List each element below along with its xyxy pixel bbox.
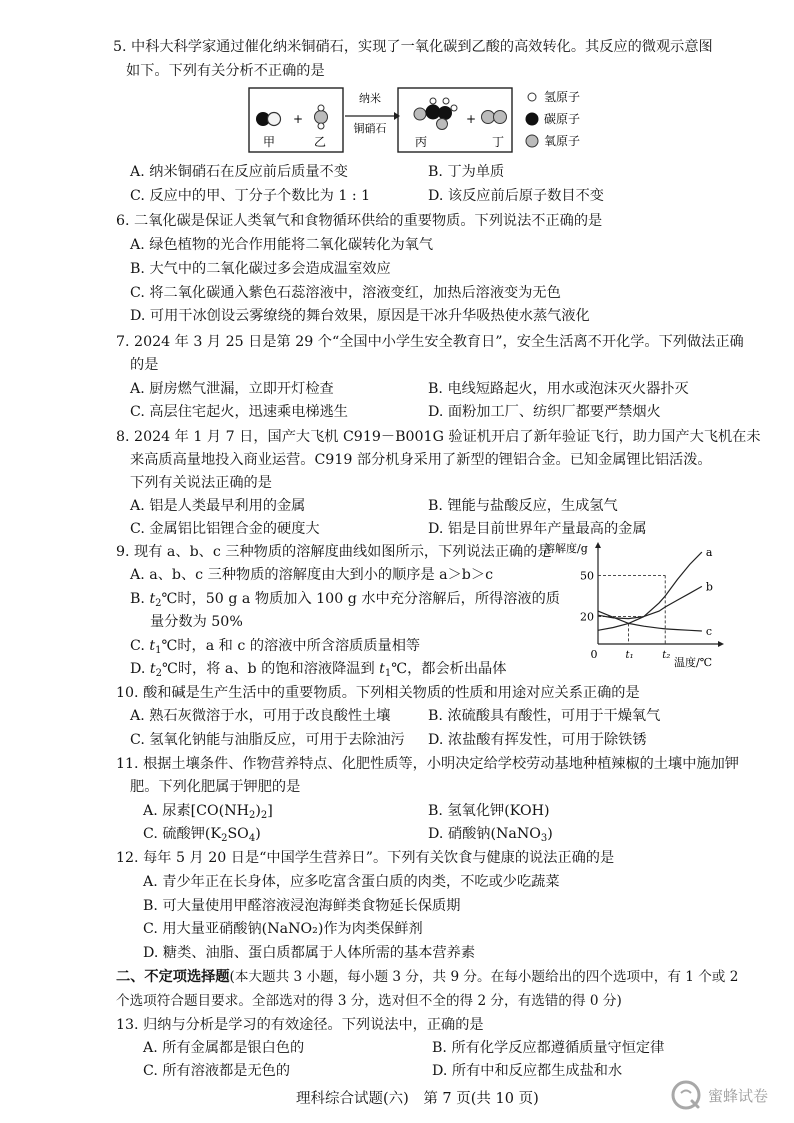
q8-option-a: A. 铝是人类最早利用的金属 [130,498,306,514]
q12-option-a: A. 青少年正在长身体，应多吃富含蛋白质的肉类，不吃或少吃蔬菜 [143,874,560,890]
q8-option-d: D. 铝是目前世界年产量最高的金属 [428,521,647,537]
q5-option-b: B. 丁为单质 [428,164,505,180]
section2-heading [116,968,738,986]
carbon-atom-icon [526,113,539,126]
x-axis-arrow [718,641,724,647]
y-axis-label: 溶解度/g [544,542,588,555]
q13-option-c: C. 所有溶液都是无色的 [143,1063,291,1079]
hydrogen-atom-icon [528,93,536,101]
q10-option-a: A. 熟石灰微溶于水，可用于改良酸性土壤 [130,708,391,724]
curve-label-a: a [705,546,713,560]
q11-option-b: B. 氢氧化钾(KOH) [428,803,550,819]
q7-stem-line2: 的是 [130,357,159,373]
q9-option-c: C. $t_1℃$时，a 和 c 的溶液中所含溶质质量相等 [130,638,421,656]
x-tick-label: t₂ [662,650,671,661]
q12-option-b: B. 可大量使用甲醛溶液浸泡海鲜类食物延长保质期 [143,898,461,914]
q11-option-a: A. 尿素$[CO(NH_2)_2]$ [143,803,273,821]
q5-stem-line2: 如下。下列有关分析不正确的是 [126,63,325,79]
q7-option-a: A. 厨房燃气泄漏，立即开灯检查 [130,381,334,397]
q12-stem: 12. 每年 5 月 20 日是“中国学生营养日”。下列有关饮食与健康的说法正确的是 [116,850,615,866]
section2-note-1: (本大题共 3 小题，每小题 3 分，共 9 分。在每小题给出的四个选项中，有 1 个或 2 [229,969,739,985]
y-axis-arrow [595,542,601,548]
q8-stem-line1: 8. 2024 年 1 月 7 日，国产大飞机 C919－B001G 验证机开启了新年验证飞行，助力国产大飞机在未 [116,429,761,445]
y-tick-label: 50 [580,569,594,583]
curve-a [598,552,702,630]
molecule-ding-icon [482,111,507,124]
bee-logo-icon [670,1079,702,1111]
label-yi: 乙 [314,135,327,149]
q7-option-c: C. 高层住宅起火，迅速乘电梯逃生 [130,404,348,420]
q7-option-b: B. 电线短路起火，用水或泡沫灭火器扑灭 [428,381,689,397]
molecule-jia-icon [256,112,281,126]
q8-stem-line3: 下列有关说法正确的是 [130,475,272,491]
q11-option-c: C. 硫酸钾$(K_2SO_4)$ [143,826,261,844]
page-footer: 理科综合试题(六) 第 7 页(共 10 页) [296,1091,539,1107]
x-tick-label: t₁ [625,650,634,661]
legend-hydrogen: 氢原子 [544,90,581,104]
solubility-chart [540,540,726,672]
x-axis-label: 温度/℃ [674,656,713,669]
reaction-diagram [248,86,620,156]
q5-stem-line1: 5. 中科大科学家通过催化纳米铜硝石，实现了一氧化碳到乙酸的高效转化。其反应的微观示意图 [113,39,713,55]
watermark [670,1078,768,1112]
curve-b [598,586,702,618]
q13-stem: 13. 归纳与分析是学习的有效途径。下列说法中，正确的是 [116,1017,484,1033]
molecule-yi-icon [315,105,328,129]
q12-option-c: C. 用大量亚硝酸钠(NaNO₂)作为肉类保鲜剂 [143,921,423,937]
catalyst-label-1: 纳米 [359,92,381,105]
q10-option-c: C. 氢氧化钠能与油脂反应，可用于去除油污 [130,732,405,748]
q10-stem: 10. 酸和碱是生产生活中的重要物质。下列相关物质的性质和用途对应关系正确的是 [116,685,640,701]
q11-stem-line1: 11. 根据土壤条件、作物营养特点、化肥性质等，小明决定给学校劳动基地种植辣椒的土壤中施加钾 [116,756,739,772]
q9-stem: 9. 现有 a、b、c 三种物质的溶解度曲线如图所示，下列说法正确的是 [116,544,552,560]
label-bing: 丙 [415,135,428,149]
q7-stem-line1: 7. 2024 年 3 月 25 日是第 29 个“全国中小学生安全教育日”，安全生活离不开化学。下列做法正确 [116,334,744,350]
q9-option-b-line2: 量分数为 50% [150,614,243,630]
molecule-bing-icon [414,98,457,130]
q10-option-b: B. 浓硫酸具有酸性，可用于干燥氧气 [428,708,661,724]
section2-title: 二、不定项选择题 [116,969,230,985]
label-ding: 丁 [492,135,505,149]
curve-label-c: c [705,624,713,638]
q11-option-d: D. 硝酸钠(NaNO$_3$) [428,826,553,844]
q5-option-d: D. 该反应前后原子数目不变 [428,188,604,204]
oxygen-atom-icon [526,135,538,147]
q13-option-a: A. 所有金属都是银白色的 [143,1040,305,1056]
legend-oxygen: 氧原子 [544,134,581,148]
q6-stem: 6. 二氧化碳是保证人类氧气和食物循环供给的重要物质。下列说法不正确的是 [116,213,603,229]
q9-option-a: A. a、b、c 三种物质的溶解度由大到小的顺序是 a＞b＞c [130,567,494,583]
q5-option-c: C. 反应中的甲、丁分子个数比为 1 : 1 [130,188,371,204]
q6-option-a: A. 绿色植物的光合作用能将二氧化碳转化为氧气 [130,237,434,253]
q10-option-d: D. 浓盐酸有挥发性，可用于除铁锈 [428,732,647,748]
q9-option-b: B. $t_2℃$时，50 g a 物质加入 100 g 水中充分溶解后，所得溶液的质 [130,591,560,609]
svg-text:+: + [293,112,304,126]
q13-option-b: B. 所有化学反应都遵循质量守恒定律 [432,1040,665,1056]
q6-option-d: D. 可用干冰创设云雾缭绕的舞台效果，原因是干冰升华吸热使水蒸气液化 [130,308,590,324]
watermark-text: 蜜蜂试卷 [708,1086,769,1105]
svg-text:+: + [466,112,477,126]
q9-option-d: D. $t_2℃$时，将 a、b 的饱和溶液降温到 $t_1℃$，都会析出晶体 [130,661,507,679]
q5-option-a: A. 纳米铜硝石在反应前后质量不变 [130,164,348,180]
q6-option-b: B. 大气中的二氧化碳过多会造成温室效应 [130,261,391,277]
curve-label-b: b [705,580,713,594]
q7-option-d: D. 面粉加工厂、纺织厂都要严禁烟火 [428,404,661,420]
label-jia: 甲 [263,135,276,149]
q11-stem-line2: 肥。下列化肥属于钾肥的是 [130,779,301,795]
q8-stem-line2: 来高质高量地投入商业运营。C919 部分机身采用了新型的锂铝合金。已知金属锂比铝活泼。 [130,452,712,468]
origin-label: 0 [590,648,598,661]
q8-option-c: C. 金属铝比铝锂合金的硬度大 [130,521,320,537]
q13-option-d: D. 所有中和反应都生成盐和水 [432,1063,623,1079]
q6-option-c: C. 将二氧化碳通入紫色石蕊溶液中，溶液变红，加热后溶液变为无色 [130,285,561,301]
y-tick-label: 20 [580,610,594,624]
section2-note-2: 个选项符合题目要求。全部选对的得 3 分，选对但不全的得 2 分，有选错的得 0 分) [116,993,622,1009]
catalyst-label-2: 铜硝石 [353,122,387,135]
legend-carbon: 碳原子 [544,112,581,126]
q8-option-b: B. 锂能与盐酸反应，生成氢气 [428,498,618,514]
q12-option-d: D. 糖类、油脂、蛋白质都属于人体所需的基本营养素 [143,945,476,961]
